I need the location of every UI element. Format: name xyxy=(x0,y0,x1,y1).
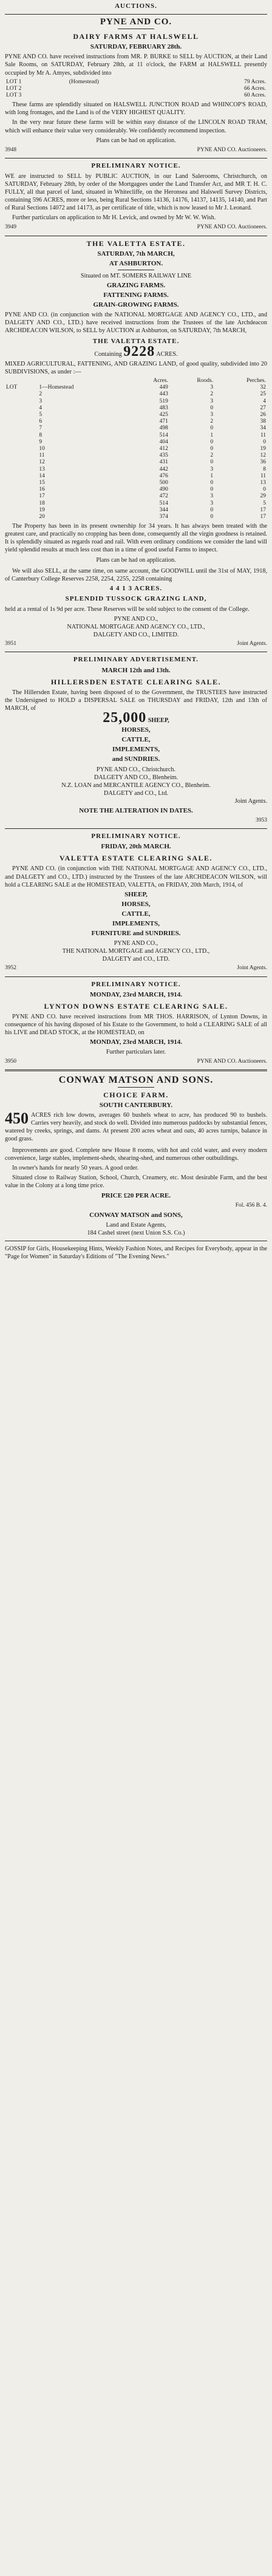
agent-name: DALGETY and CO., Ltd. xyxy=(103,789,168,797)
agent-name: DALGETY and CO., LTD. xyxy=(102,956,170,963)
ad-further: Further particulars later. xyxy=(106,1049,166,1056)
table-cell: 4 xyxy=(263,398,266,404)
ad-signature: PYNE AND CO. Auctioneers. xyxy=(197,1058,267,1065)
ad-heading: PRELIMINARY NOTICE. xyxy=(91,833,181,840)
sheep-label: SHEEP, xyxy=(148,717,169,724)
ad-signature: Joint Agents. xyxy=(237,965,267,972)
table-cell: 514 xyxy=(159,500,168,506)
table-row xyxy=(5,507,267,514)
table-cell: 7 xyxy=(39,425,42,432)
table-cell: 2 xyxy=(210,418,214,425)
table-cell: 17 xyxy=(39,493,45,500)
ad-heading: DAIRY FARMS AT HALSWELL xyxy=(73,32,199,41)
table-cell: 15 xyxy=(39,479,45,486)
table-row xyxy=(5,391,267,398)
table-cell: 17 xyxy=(260,506,266,513)
table-cell: 500 xyxy=(159,479,168,486)
table-cell: 3 xyxy=(210,493,214,500)
table-cell: 25 xyxy=(260,391,266,398)
sale-item: CATTLE, xyxy=(121,910,151,918)
ad-ref-number: 3952 xyxy=(5,965,16,972)
ad-body-paragraph: These farms are splendidly situated on HALSWELL JUNCTION ROAD and WHINCOP'S ROAD, with long frontages, and the Land is of the VERY HIGHEST QUALITY. xyxy=(5,101,267,117)
table-row xyxy=(5,384,267,391)
table-cell: 1 xyxy=(210,432,214,438)
farm-type: GRAIN-GROWING FARMS. xyxy=(93,301,179,309)
table-cell: 4 xyxy=(39,404,42,411)
ad-date: MONDAY, 23rd MARCH, 1914. xyxy=(90,1038,182,1046)
table-cell: 18 xyxy=(39,500,45,506)
table-cell: 0 xyxy=(210,445,214,452)
ad-conway-matson xyxy=(5,1076,267,1237)
ad-signature: Joint Agents. xyxy=(237,641,267,647)
table-cell: 9 xyxy=(39,438,42,445)
table-cell: 435 xyxy=(159,452,168,459)
table-row xyxy=(5,432,267,439)
table-row xyxy=(5,412,267,418)
lot-number: LOT 3 xyxy=(6,92,22,99)
table-row xyxy=(5,486,267,493)
agent-name: PYNE AND CO., Christchurch. xyxy=(96,766,176,773)
ad-body-paragraph: WE are instructed to SELL by PUBLIC AUCTION, in our Land Salerooms, Christchurch, on SATURDAY, February 28th, by order of the Mortgagees under the Land Transfer Act, and MR T. H. C. FULLY, all that parcel of land, situated in Whitecliffe, on the Heronsea and Halswell Survey Districts, containing 596 ACRES, more or less, being Rural Sections 14136, 14176, 14137, 14135, 14140, and Part of Rural Sections 14072 and 14173, as per certificate of title, which is now leased to Mr J. Leonard. xyxy=(5,172,267,212)
ad-valetta-clearing-sale xyxy=(5,833,267,972)
table-cell: 443 xyxy=(159,391,168,398)
table-row xyxy=(5,480,267,486)
table-cell xyxy=(5,473,38,480)
ad-place: SOUTH CANTERBURY. xyxy=(99,1101,173,1109)
agent-name: CONWAY MATSON and SONS, xyxy=(89,1211,183,1219)
table-cell: 0 xyxy=(210,486,214,493)
table-cell: 0 xyxy=(263,486,266,493)
table-cell: 38 xyxy=(260,418,266,425)
table-row xyxy=(5,473,267,480)
ad-footer xyxy=(5,223,267,231)
table-row xyxy=(5,452,267,459)
ad-folio: Fol. 456 B. 4. xyxy=(235,1202,267,1208)
table-cell: 0 xyxy=(210,479,214,486)
agent-name: PYNE AND CO., xyxy=(114,616,158,623)
ad-place: AT ASHBURTON. xyxy=(109,259,163,267)
table-cell: 8 xyxy=(39,432,42,438)
table-cell: 3 xyxy=(210,384,214,391)
ad-plans-note: Plans can be had on application. xyxy=(96,556,176,564)
table-cell: 32 xyxy=(260,384,266,391)
table-cell: 19 xyxy=(260,445,266,452)
table-cell xyxy=(5,391,38,398)
table-row xyxy=(5,500,267,507)
ad-body-paragraph: PYNE AND CO. (in conjunction with THE NATIONAL MORTGAGE AND AGENCY CO., LTD., and DALGETY and CO., LTD.) instructed by the Trustees of the late ARCHDEACON WILSON, will hold a CLEARING SALE at the HOMESTEAD, VALETTA, on FRIDAY, 20th March, 1914, of xyxy=(5,865,267,888)
ad-subheading: LYNTON DOWNS ESTATE CLEARING SALE. xyxy=(44,1001,228,1010)
sale-item: HORSES, xyxy=(121,726,151,734)
table-cell: 431 xyxy=(159,459,168,466)
sale-item: FURNITURE and SUNDRIES. xyxy=(91,930,181,938)
table-cell: 2 xyxy=(210,452,214,459)
table-row xyxy=(5,79,267,86)
table-cell: 0 xyxy=(210,425,214,432)
table-header-cell: Perches. xyxy=(246,377,266,384)
table-row xyxy=(5,405,267,412)
table-cell: 1—Homestead xyxy=(39,384,74,391)
ad-hillersden-estate xyxy=(5,656,267,825)
lot-number: LOT 1 xyxy=(6,78,22,85)
ad-body-paragraph: MIXED AGRICULTURAL, FATTENING, AND GRAZING LAND, of good quality, subdivided into 20 SUBDIVISIONS, as under :— xyxy=(5,360,267,375)
table-header-cell xyxy=(5,378,38,384)
table-cell xyxy=(5,452,38,459)
ad-heading: PRELIMINARY NOTICE. xyxy=(91,980,181,988)
ad-footer xyxy=(5,1058,267,1066)
ad-date: MONDAY, 23rd MARCH, 1914. xyxy=(90,990,182,998)
table-cell: 11 xyxy=(260,472,266,479)
table-cell: 0 xyxy=(263,438,266,445)
ad-body-paragraph: PYNE AND CO. have received instructions from MR. P. BURKE to SELL by AUCTION, at their Land Sale Rooms, on SATURDAY, February 28th, at 11 o'clock, the FARM at HALSWELL presently occupied by Mr A. Amyes, subdivided into xyxy=(5,53,267,77)
table-cell xyxy=(5,500,38,507)
table-row xyxy=(5,439,267,446)
ad-ref-number: 3951 xyxy=(5,641,16,647)
agent-name: THE NATIONAL MORTGAGE and AGENCY CO., LTD., xyxy=(62,948,210,955)
ad-body-paragraph: The Hillersden Estate, having been disposed of to the Government, the TRUSTEES have instructed the Undersigned to HOLD a DISPERSAL SALE on THURSDAY and FRIDAY, 12th and 13th of MARCH, of xyxy=(5,689,267,712)
divider xyxy=(5,976,267,977)
table-cell: 498 xyxy=(159,425,168,432)
table-row xyxy=(5,514,267,520)
table-cell xyxy=(5,425,38,432)
table-cell xyxy=(5,466,38,473)
sale-item: IMPLEMENTS, xyxy=(112,920,160,927)
table-header-cell xyxy=(38,378,127,384)
lot-desc: (Homestead) xyxy=(69,78,99,85)
ad-body-paragraph: Improvements are good. Complete new House 8 rooms, with hot and cold water, and every modern convenience, large stables, implement-sheds, shearing-shed, and numerous other outbuildings. xyxy=(5,1147,267,1162)
table-cell: 6 xyxy=(39,418,42,425)
ad-body-text: ACRES rich low downs, averages 60 bushels wheat to acre, has produced 90 to bushels. Carries very heavily, and stock do well. Divided into numerous paddocks by substantial fences, watered by creeks, springs, and dams. At present 200 acres wheat and oats, 40 acres turnips, balance in good grass. xyxy=(5,1111,267,1142)
agent-role: Land and Estate Agents, xyxy=(106,1221,166,1228)
ad-heading: PRELIMINARY NOTICE. xyxy=(91,162,181,169)
ad-signature: Joint Agents. xyxy=(234,797,267,805)
table-row xyxy=(5,493,267,500)
table-cell: 29 xyxy=(260,493,266,500)
ad-heading: THE VALETTA ESTATE. xyxy=(86,239,186,248)
ad-body-paragraph: PYNE AND CO. (in conjunction with the NATIONAL MORTGAGE AND AGENCY CO., LTD., and DALGETY AND CO., LTD.) have received instructions from the Trustees of the late Archdeacon ARCHDEACON WILSON, to SELL by AUCTION at Ashburton, on SATURDAY, 7th MARCH, xyxy=(5,312,267,335)
table-cell: 3 xyxy=(210,398,214,404)
table-cell: 19 xyxy=(39,506,45,513)
sheep-count xyxy=(5,710,267,726)
table-cell xyxy=(5,418,38,425)
lot-desc xyxy=(68,86,182,92)
table-cell: 1 xyxy=(210,472,214,479)
ad-notice: NOTE THE ALTERATION IN DATES. xyxy=(79,806,193,814)
table-header-cell: Roods. xyxy=(197,377,214,384)
table-row xyxy=(5,466,267,473)
ad-signature: PYNE AND CO. Auctioneers. xyxy=(197,224,267,231)
table-cell: LOT xyxy=(6,384,18,391)
ad-footer xyxy=(5,640,267,648)
table-cell: 10 xyxy=(39,445,45,452)
table-cell: 16 xyxy=(39,486,45,493)
table-cell: 519 xyxy=(159,398,168,404)
table-cell: 0 xyxy=(210,438,214,445)
table-cell xyxy=(5,507,38,514)
table-cell xyxy=(5,459,38,466)
ad-ref-number: 3948 xyxy=(5,146,16,153)
ad-date: SATURDAY, 7th MARCH, xyxy=(97,250,175,257)
table-cell: 514 xyxy=(159,432,168,438)
table-cell xyxy=(5,432,38,439)
table-cell: 472 xyxy=(159,493,168,500)
table-row xyxy=(5,418,267,425)
table-cell: 14 xyxy=(39,472,45,479)
ad-situated: Situated on MT. SOMERS RAILWAY LINE xyxy=(80,272,192,279)
ad-body-paragraph xyxy=(5,1111,267,1143)
lot-acres: 60 Acres. xyxy=(244,92,266,99)
table-cell: 3 xyxy=(39,398,42,404)
ad-subheading: VALETTA ESTATE CLEARING SALE. xyxy=(59,854,212,863)
table-cell: 425 xyxy=(159,411,168,418)
ad-body-paragraph: PYNE AND CO. have received instructions from MR THOS. HARRISON, of Lynton Downs, in consequence of his having disposed of his Estate to the Government, to hold a CLEARING SALE of all his LIVE and DEAD STOCK, at the HOMESTEAD, on xyxy=(5,1013,267,1037)
estate-acreage xyxy=(5,343,267,359)
acres-label: ACRES. xyxy=(156,350,178,358)
lots-table xyxy=(5,79,267,100)
ad-footer xyxy=(5,964,267,972)
ad-date: SATURDAY, FEBRUARY 28th. xyxy=(90,43,182,51)
table-cell xyxy=(5,480,38,486)
ad-valetta-estate xyxy=(5,240,267,564)
table-cell: 3 xyxy=(210,500,214,506)
table-cell: 11 xyxy=(260,432,266,438)
lot-desc xyxy=(68,92,182,99)
table-cell: 5 xyxy=(263,500,266,506)
table-cell xyxy=(5,493,38,500)
sale-item: and SUNDRIES. xyxy=(112,755,160,763)
ad-heading: CHOICE FARM. xyxy=(103,1090,169,1099)
agent-name: DALGETY AND CO., Blenheim. xyxy=(93,774,178,781)
ad-body-paragraph: We will also SELL, at the same time, on same account, the GOODWILL until the 31st of MAY, 1918, of Canterbury College Reserves 2258, 2254, 2255, 2258 containing xyxy=(5,567,267,582)
table-cell: 8 xyxy=(263,466,266,472)
ad-subheading: HILLERSDEN ESTATE CLEARING SALE. xyxy=(50,677,222,686)
table-cell: 374 xyxy=(159,513,168,520)
lot-acres: 79 Acres. xyxy=(244,78,266,85)
sale-item: CATTLE, xyxy=(121,736,151,744)
ad-subheading: SPLENDID TUSSOCK GRAZING LAND, xyxy=(65,595,207,602)
agent-name: DALGETY AND CO., LIMITED. xyxy=(93,632,179,639)
table-header-row xyxy=(5,378,267,384)
table-cell xyxy=(5,412,38,418)
acreage-number: 450 xyxy=(5,1109,29,1127)
ad-ref-number: 3950 xyxy=(5,1058,16,1065)
ad-gossip-for-girls xyxy=(5,1245,267,1261)
table-cell: 13 xyxy=(260,479,266,486)
table-cell xyxy=(5,514,38,520)
table-cell: 0 xyxy=(210,513,214,520)
acreage-number: 9228 xyxy=(123,343,155,359)
table-row xyxy=(5,446,267,452)
ad-plans-note: Plans can be had on application. xyxy=(96,137,176,144)
ad-preliminary-notice-whitecliffe xyxy=(5,162,267,232)
table-row xyxy=(5,425,267,432)
lot-acres: 66 Acres. xyxy=(244,85,266,92)
table-cell: 0 xyxy=(210,459,214,466)
table-row xyxy=(5,86,267,92)
table-cell: 5 xyxy=(39,411,42,418)
sale-item: IMPLEMENTS, xyxy=(112,746,160,754)
table-header-cell: Acres. xyxy=(153,377,168,384)
ad-firm-name: CONWAY MATSON AND SONS. xyxy=(58,1075,214,1086)
table-row xyxy=(5,459,267,466)
divider xyxy=(118,1087,154,1088)
sale-item: HORSES, xyxy=(121,900,151,908)
table-cell: 12 xyxy=(39,459,45,466)
ad-price: PRICE £20 PER ACRE. xyxy=(101,1191,171,1199)
table-cell: 3 xyxy=(210,411,214,418)
lots-table xyxy=(5,378,267,520)
ad-body-paragraph: Situated close to Railway Station, School, Church, Creamery, etc. Most desirable Farm, and the best value in the Colony at a long time price. xyxy=(5,1174,267,1190)
table-cell: 404 xyxy=(159,438,168,445)
table-cell: 483 xyxy=(159,404,168,411)
ad-ref-number: 3953 xyxy=(256,817,267,824)
table-cell: 17 xyxy=(260,513,266,520)
table-cell: 13 xyxy=(39,466,45,472)
ad-body-paragraph: held at a rental of 1s 9d per acre. These Reserves will be sold subject to the consent of the College. xyxy=(5,606,250,613)
ad-ref-number: 3949 xyxy=(5,224,16,231)
ad-body-paragraph: Further particulars on application to Mr H. Levick, and owned by Mr W. W. Wish. xyxy=(12,214,216,222)
table-cell xyxy=(5,446,38,452)
acreage-spaced: 4 4 1 3 ACRES. xyxy=(109,584,163,592)
table-cell: 11 xyxy=(39,452,45,459)
ad-body-paragraph: GOSSIP for Girls, Housekeeping Hints, Weekly Fashion Notes, and Recipes for Everybody, appear in the "Page for Women" in Saturday's Editions of "The Evening News." xyxy=(5,1245,267,1261)
agent-name: N.Z. LOAN and MERCANTILE AGENCY CO., Blenheim. xyxy=(61,782,211,789)
ad-date: FRIDAY, 20th MARCH. xyxy=(101,843,171,851)
divider xyxy=(5,1069,267,1071)
agent-name: NATIONAL MORTGAGE AND AGENCY CO., LTD., xyxy=(67,624,205,631)
table-cell: 12 xyxy=(260,452,266,459)
ad-goodwill-reserves xyxy=(5,567,267,649)
table-cell: 27 xyxy=(260,404,266,411)
table-cell: 471 xyxy=(159,418,168,425)
table-cell: 36 xyxy=(260,459,266,466)
farm-type: FATTENING FARMS. xyxy=(103,291,169,299)
ad-body-paragraph: In the very near future these farms will be within easy distance of the LINCOLN ROAD TRAM, which will enhance their value very considerably. We confidently recommend inspection. xyxy=(5,119,267,134)
table-cell xyxy=(5,405,38,412)
table-cell xyxy=(5,486,38,493)
table-cell: 0 xyxy=(210,506,214,513)
table-cell: 412 xyxy=(159,445,168,452)
table-cell: 442 xyxy=(159,466,168,472)
ad-signature: PYNE AND CO. Auctioneers. xyxy=(197,146,267,153)
newspaper-column xyxy=(2,0,270,1261)
agent-name: PYNE AND CO., xyxy=(114,940,158,947)
table-cell: 2 xyxy=(210,391,214,398)
ad-body-paragraph: In owner's hands for nearly 50 years. A good order. xyxy=(12,1165,139,1172)
ad-heading: PRELIMINARY ADVERTISEMENT. xyxy=(73,656,199,664)
table-cell: 2 xyxy=(39,391,42,398)
table-row xyxy=(5,92,267,99)
table-row xyxy=(5,398,267,405)
table-cell: 476 xyxy=(159,472,168,479)
table-cell: 3 xyxy=(210,466,214,472)
ad-date: MARCH 12th and 13th. xyxy=(101,666,171,674)
table-cell xyxy=(5,398,38,405)
table-cell: 0 xyxy=(210,404,214,411)
table-cell: 26 xyxy=(260,411,266,418)
divider xyxy=(5,14,267,15)
farm-type: GRAZING FARMS. xyxy=(106,281,166,289)
agent-address: 184 Cashel street (next Union S.S. Co.) xyxy=(87,1229,185,1236)
ad-lynton-downs xyxy=(5,981,267,1066)
ad-firm-name: PYNE AND CO. xyxy=(100,17,172,27)
table-cell: 344 xyxy=(159,506,168,513)
table-cell: 449 xyxy=(159,384,168,391)
containing-label: Containing xyxy=(94,350,122,358)
estate-name: THE VALETTA ESTATE. xyxy=(92,337,180,345)
section-heading: AUCTIONS. xyxy=(115,2,157,10)
lot-number: LOT 2 xyxy=(6,85,22,92)
ad-dairy-farms-halswell xyxy=(5,18,267,154)
table-cell: 490 xyxy=(159,486,168,493)
divider xyxy=(5,828,267,829)
table-cell: 20 xyxy=(39,513,45,520)
sheep-number: 25,000 xyxy=(103,710,147,726)
sale-item: SHEEP, xyxy=(124,890,148,898)
table-cell: 34 xyxy=(260,425,266,432)
ad-footer xyxy=(5,146,267,154)
ad-body-paragraph: The Property has been in its present ownership for 34 years. It has always been treated with the greatest care, and practically no cropping has been done, consequently all the virgin goodness is retained. It is splendidly situated as regards road and rail. With even ordinary conditions we consider the land will yield splendid results at much less cost than in a time of good useful Farms to inspect. xyxy=(5,523,267,554)
table-cell xyxy=(5,439,38,446)
